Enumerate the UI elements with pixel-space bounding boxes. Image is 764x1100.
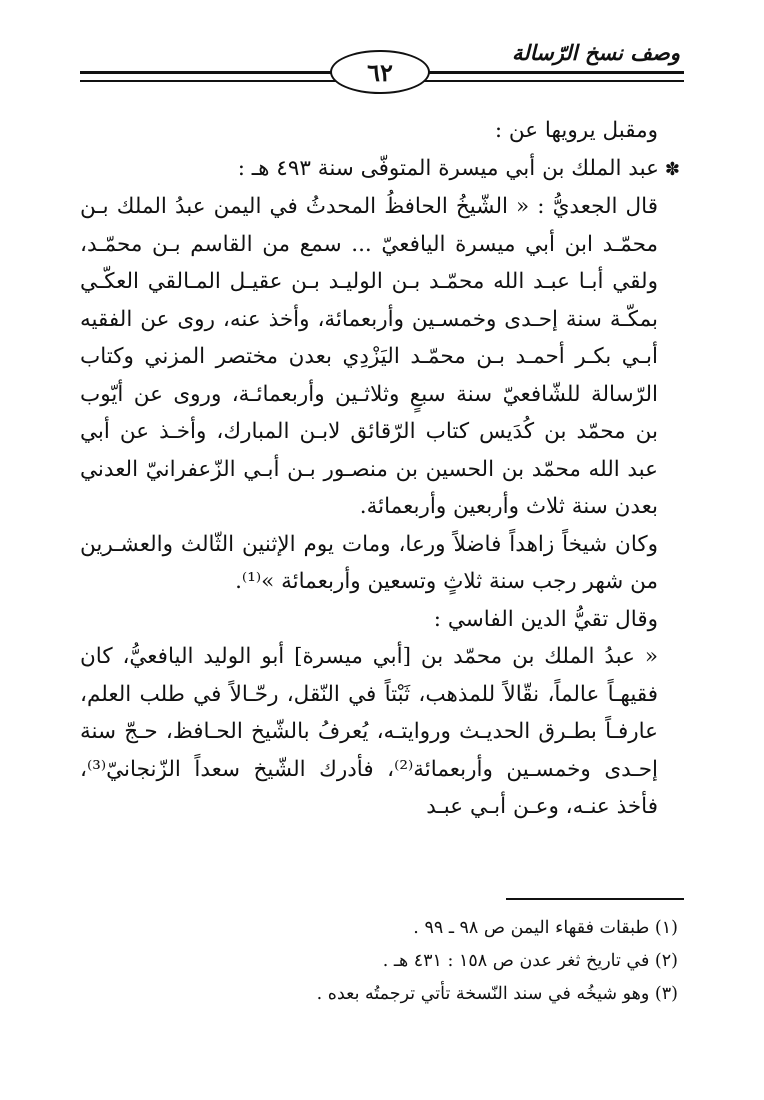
paragraph: قال الجعديُّ : « الشّيخُ الحافظُ المحدثُ في اليمن عبدُ الملك بـن محمّـد ابن أبي ميسرة اليافعيّ ... سمع من القاسم بـن محمّـد، ولقي أبـا عبـد الله محمّـد بـن الوليـد بـن عقيـل المـالقي العكّـي بمكّـة سنة إحـدى وخمسـين وأربعمائة، وأخذ عنه، روى عن الفقيه أبـي بكـر أحمـد بـن محمّـد اليَزْدِي بعدن مختصر المزني وكتاب الرّسالة للشّافعيّ سنة سبعٍ وثلاثـين وأربعمائـة، وروى عن أيّوب بن محمّد بن كُدَيس كتاب الرّقائق لابـن المبارك، وأخـذ عن أبي عبد الله محمّد بن الحسين بن منصـور بـن أبـي الزّعفرانيّ العدني بعدن سنة ثلاث وأربعين وأربعمائة. [80,194,658,519]
footnote: (٢) في تاريخ ثغر عدن ص ١٥٨ : ٤٣١ هـ . [382,951,678,971]
body-text [80,112,684,826]
page-number: ٦٢ [330,50,430,94]
footnotes [80,912,678,1011]
footnote: (٣) وهو شيخُه في سند النّسخة تأتي ترجمتُه بعده . [316,984,678,1004]
paragraph-text: عبد الملك بن أبي ميسرة المتوفّى سنة ٤٩٣ هـ : [237,155,659,181]
footnote-separator [506,898,684,900]
paragraph: « عبدُ الملك بن محمّد بن [أبي ميسرة] أبو الوليد اليافعيُّ، كان فقيهـاً عالماً، نقّالاً للمذهب، ثَبْتاً في النّقل، رحّـالاً في طلب العلم، عارفـاً بطـرق الحديـث وروايتـه، يُعرفُ بالشّيخ الحـافظ، حـجّ سنة إحـدى وخمسـين وأربعمائة⁽²⁾، فأدرك الشّيخ سعداً الزّنجانيّ⁽³⁾، فأخذ عنـه، وعـن أبـي عبـد [80,644,658,819]
paragraph: ومقبل يرويها عن : [494,118,658,143]
paragraph-bullet [80,150,684,189]
flower-bullet-icon: ✽ [664,158,680,180]
footnote: (١) طبقات فقهاء اليمن ص ٩٨ ـ ٩٩ . [413,918,678,938]
paragraph: وكان شيخاً زاهداً فاضلاً ورعا، ومات يوم الإثنين الثّالث والعشـرين من شهر رجب سنة ثلاثٍ وتسعين وأربعمائة »⁽¹⁾. [80,531,658,594]
running-head: وصف نسخ الرّسالة [512,40,680,65]
paragraph: وقال تقيُّ الدين الفاسي : [433,606,658,632]
